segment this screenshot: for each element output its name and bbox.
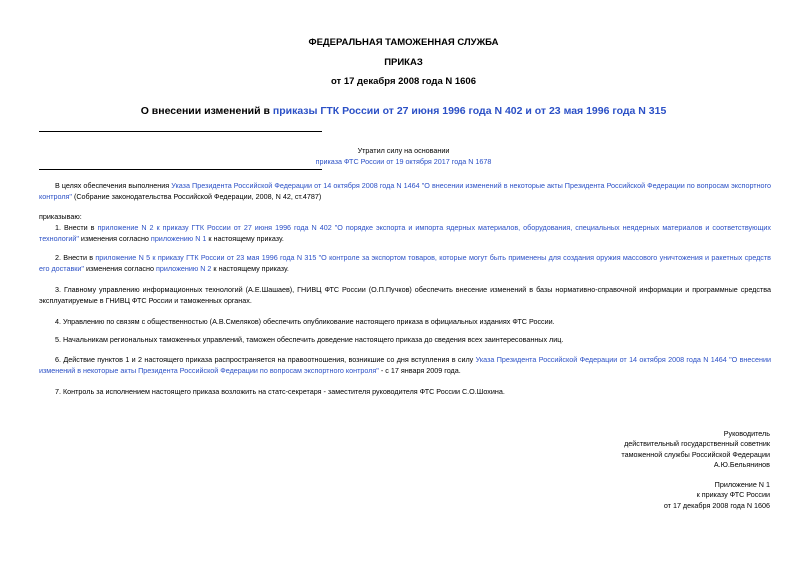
item-1-appendix-link[interactable]: приложение N 2 к приказу ГТК России от 27 июня 1996 года N 402 "О порядке экспорта и импорта ядерных материалов, оборудования, специальных неядерных материалов и соответствующих технологий": [39, 223, 771, 243]
repeal-note-link[interactable]: приказа ФТС России от 19 октября 2017 года N 1678: [315, 157, 492, 166]
preamble-decree-link[interactable]: Указа Президента Российской Федерации от 14 октября 2008 года N 1464 "О внесении изменений в некоторые акты Президента Российской Федерации по вопросам экспортного контроля": [39, 181, 771, 201]
item-7-paragraph: 7. Контроль за исполнением настоящего приказа возложить на статс-секретаря - заместителя руководителя ФТС России С.О.Шохина.: [55, 387, 505, 396]
item-1-end: к настоящему приказу.: [206, 233, 284, 243]
appendix-ref: к приказу ФТС России: [696, 490, 770, 500]
item-6-end: - с 17 января 2009 года.: [378, 365, 461, 375]
title-prefix: О внесении изменений в: [140, 105, 273, 117]
agency-heading: ФЕДЕРАЛЬНАЯ ТАМОЖЕННАЯ СЛУЖБА: [308, 37, 499, 48]
doc-type-heading: ПРИКАЗ: [384, 57, 423, 68]
appendix-block: [470, 480, 770, 511]
item-1-text: 1. Внести в: [55, 223, 98, 232]
repeal-note-text: Утратил силу на основании: [357, 146, 450, 155]
document-title: [0, 105, 807, 117]
item-5-paragraph: 5. Начальникам региональных таможенных управлений, таможен обеспечить доведение настоящего приказа до сведения всех заинтересованных лиц.: [55, 335, 564, 344]
date-number-heading: от 17 декабря 2008 года N 1606: [330, 76, 476, 87]
item-2-paragraph: [39, 253, 771, 274]
signature-name: А.Ю.Бельянинов: [713, 459, 770, 469]
signature-rank: действительный государственный советник: [624, 439, 770, 449]
signature-block: [470, 429, 770, 470]
item-2-text: 2. Внести в: [55, 253, 96, 262]
divider-top: [39, 131, 322, 132]
item-1-middle: изменения согласно: [78, 233, 151, 243]
signature-rank-cont: таможенной службы Российской Федерации: [621, 449, 770, 459]
divider-bottom: [39, 169, 322, 170]
item-1-paragraph: [39, 223, 771, 244]
preamble-text: В целях обеспечения выполнения: [55, 181, 172, 190]
item-6-paragraph: [39, 355, 771, 376]
signature-position: Руководитель: [723, 429, 770, 438]
title-link[interactable]: приказы ГТК России от 27 июня 1996 года N 402 и от 23 мая 1996 года N 315: [272, 105, 667, 117]
item-2-end: к настоящему приказу.: [211, 263, 289, 273]
order-word: приказываю:: [39, 212, 82, 221]
appendix-title: Приложение N 1: [714, 480, 770, 489]
item-6-decree-link[interactable]: Указа Президента Российской Федерации от 14 октября 2008 года N 1464 "О внесении изменений в некоторые акты Президента Российской Федерации по вопросам экспортного контроля": [39, 355, 771, 375]
preamble-text-after: (Собрание законодательства Российской Федерации, 2008, N 42, ст.4787): [71, 191, 322, 201]
item-6-text: 6. Действие пунктов 1 и 2 настоящего приказа распространяется на правоотношения, возникшие со дня вступления в силу: [55, 355, 476, 364]
appendix-date: от 17 декабря 2008 года N 1606: [663, 500, 770, 510]
item-2-appendix-link[interactable]: приложение N 5 к приказу ГТК России от 23 мая 1996 года N 315 "О контроле за экспортом товаров, которые могут быть применены для создания оружия массового уничтожения и ракетных средств его доставки": [39, 253, 771, 273]
preamble-paragraph: [39, 181, 771, 202]
item-3-paragraph: 3. Главному управлению информационных технологий (А.Е.Шашаев), ГНИВЦ ФТС России (О.П.Пучков) обеспечить внесение изменений в базы нормативно-справочной информации и программные средства эксплуатируемые в ГНИВЦ ФТС России и таможенных органах.: [39, 285, 771, 305]
item-1-annex-link[interactable]: приложению N 1: [150, 233, 207, 243]
repeal-note: [0, 145, 807, 167]
item-2-middle: изменения согласно: [83, 263, 156, 273]
item-4-paragraph: 4. Управлению по связям с общественностью (А.В.Смеляков) обеспечить опубликование настоящего приказа в официальных изданиях ФТС России.: [55, 317, 555, 326]
item-2-annex-link[interactable]: приложению N 2: [155, 263, 212, 273]
